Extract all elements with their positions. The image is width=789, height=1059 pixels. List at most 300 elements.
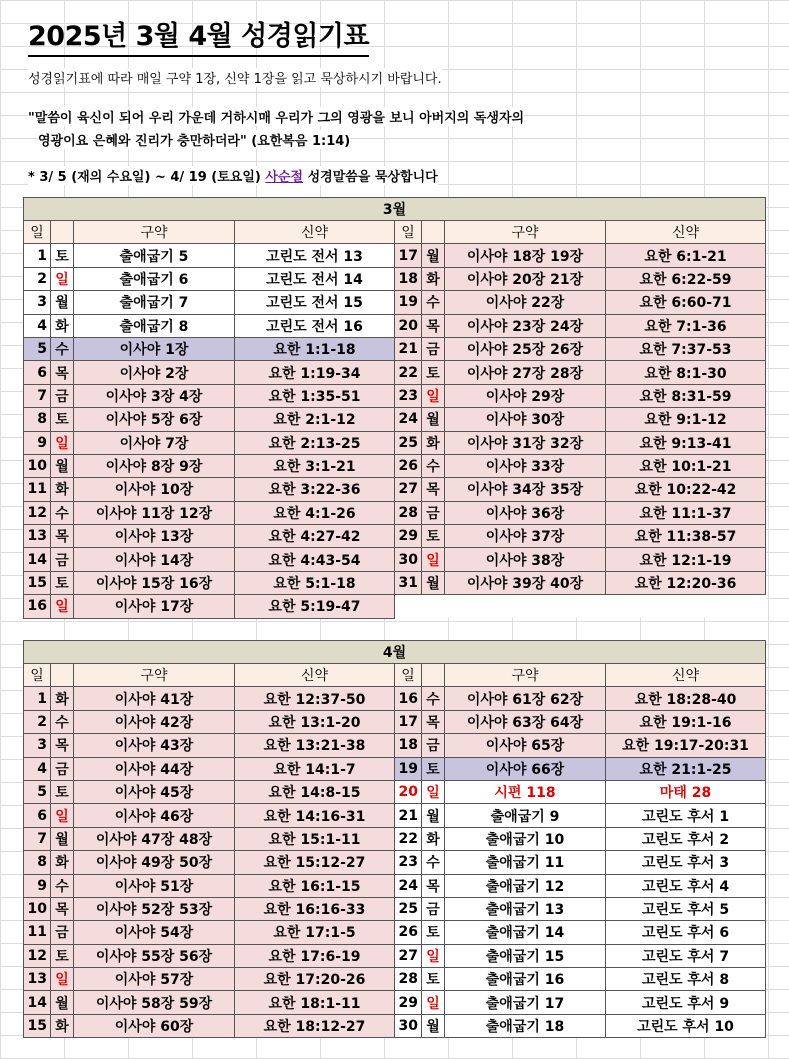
ot-reading: 이사야 51장 xyxy=(74,874,235,897)
weekday: 일 xyxy=(422,991,445,1014)
table-row xyxy=(24,408,766,431)
col-header-weekday xyxy=(422,221,445,244)
ot-reading: 이사야 29장 xyxy=(445,384,606,407)
weekday: 월 xyxy=(422,244,445,267)
table-row xyxy=(24,548,766,571)
ot-reading: 이사야 10장 xyxy=(74,478,235,501)
nt-reading: 요한 6:1-21 xyxy=(606,244,766,267)
ot-reading: 이사야 49장 50장 xyxy=(74,851,235,874)
nt-reading: 고린도 후서 2 xyxy=(606,827,766,850)
ot-reading: 이사야 52장 53장 xyxy=(74,897,235,920)
weekday: 목 xyxy=(422,314,445,337)
day-number: 21 xyxy=(395,804,422,827)
day-number: 25 xyxy=(395,431,422,454)
month-header: 3월 xyxy=(24,198,766,221)
day-number: 25 xyxy=(395,897,422,920)
nt-reading: 요한 3:22-36 xyxy=(235,478,395,501)
weekday: 수 xyxy=(422,454,445,477)
weekday: 토 xyxy=(51,244,74,267)
weekday: 화 xyxy=(422,431,445,454)
weekday: 금 xyxy=(51,384,74,407)
table-row xyxy=(24,361,766,384)
day-number: 28 xyxy=(395,968,422,991)
table-row xyxy=(24,267,766,290)
weekday: 금 xyxy=(422,501,445,524)
ot-reading: 출애굽기 15 xyxy=(445,944,606,967)
weekday: 일 xyxy=(51,804,74,827)
page-title: 2025년 3월 4월 성경읽기표 xyxy=(28,20,369,57)
day-number: 5 xyxy=(24,780,51,803)
nt-reading: 고린도 후서 1 xyxy=(606,804,766,827)
nt-reading: 고린도 후서 10 xyxy=(606,1014,766,1037)
table-row xyxy=(24,501,766,524)
table-row xyxy=(24,710,766,733)
ot-reading: 이사야 66장 xyxy=(445,757,606,780)
verse-line-1: "말씀이 육신이 되어 우리 가운데 거하시매 우리가 그의 영광을 보니 아버지의 독생자의 xyxy=(28,107,524,126)
weekday: 수 xyxy=(51,337,74,360)
day-number: 7 xyxy=(24,827,51,850)
weekday: 토 xyxy=(422,757,445,780)
ot-reading: 이사야 2장 xyxy=(74,361,235,384)
lent-prefix: * 3/ 5 (재의 수요일) ~ 4/ 19 (토요일) xyxy=(28,170,266,185)
nt-reading: 요한 4:43-54 xyxy=(235,548,395,571)
day-number: 22 xyxy=(395,827,422,850)
day-number: 30 xyxy=(395,548,422,571)
ot-reading: 출애굽기 17 xyxy=(445,991,606,1014)
day-number: 20 xyxy=(395,314,422,337)
col-header-weekday xyxy=(422,664,445,687)
weekday: 목 xyxy=(51,525,74,548)
weekday: 화 xyxy=(422,267,445,290)
weekday: 수 xyxy=(422,687,445,710)
ot-reading: 이사야 37장 xyxy=(445,525,606,548)
nt-reading: 요한 11:38-57 xyxy=(606,525,766,548)
nt-reading: 고린도 후서 3 xyxy=(606,851,766,874)
day-number: 15 xyxy=(24,571,51,594)
ot-reading: 이사야 31장 32장 xyxy=(445,431,606,454)
nt-reading: 고린도 후서 9 xyxy=(606,991,766,1014)
weekday: 수 xyxy=(51,501,74,524)
table-row xyxy=(24,734,766,757)
nt-reading: 요한 4:27-42 xyxy=(235,525,395,548)
table-row xyxy=(24,687,766,710)
weekday: 목 xyxy=(422,478,445,501)
weekday: 일 xyxy=(422,780,445,803)
nt-reading: 요한 14:1-7 xyxy=(235,757,395,780)
nt-reading: 고린도 후서 7 xyxy=(606,944,766,967)
table-row xyxy=(24,525,766,548)
table-row xyxy=(24,337,766,360)
weekday: 화 xyxy=(422,827,445,850)
lent-link[interactable]: 사순절 xyxy=(265,170,304,185)
weekday: 월 xyxy=(422,571,445,594)
nt-reading: 요한 18:12-27 xyxy=(235,1014,395,1037)
col-header-day: 일 xyxy=(395,221,422,244)
day-number: 7 xyxy=(24,384,51,407)
weekday: 토 xyxy=(422,525,445,548)
ot-reading: 이사야 3장 4장 xyxy=(74,384,235,407)
weekday: 일 xyxy=(51,267,74,290)
day-number: 10 xyxy=(24,897,51,920)
col-header-nt: 신약 xyxy=(606,221,766,244)
nt-reading: 요한 1:35-51 xyxy=(235,384,395,407)
ot-reading: 이사야 44장 xyxy=(74,757,235,780)
day-number: 17 xyxy=(395,710,422,733)
ot-reading: 이사야 42장 xyxy=(74,710,235,733)
ot-reading: 이사야 39장 40장 xyxy=(445,571,606,594)
ot-reading: 이사야 65장 xyxy=(445,734,606,757)
ot-reading: 이사야 55장 56장 xyxy=(74,944,235,967)
weekday: 일 xyxy=(422,548,445,571)
day-number: 14 xyxy=(24,548,51,571)
ot-reading: 이사야 1장 xyxy=(74,337,235,360)
table-row xyxy=(24,244,766,267)
day-number: 13 xyxy=(24,525,51,548)
ot-reading: 이사야 54장 xyxy=(74,921,235,944)
day-number: 31 xyxy=(395,571,422,594)
nt-reading: 요한 8:31-59 xyxy=(606,384,766,407)
nt-reading: 요한 17:1-5 xyxy=(235,921,395,944)
weekday: 일 xyxy=(51,968,74,991)
ot-reading: 출애굽기 11 xyxy=(445,851,606,874)
day-number: 27 xyxy=(395,478,422,501)
ot-reading: 출애굽기 18 xyxy=(445,1014,606,1037)
ot-reading: 출애굽기 16 xyxy=(445,968,606,991)
weekday: 금 xyxy=(422,734,445,757)
nt-reading: 요한 16:1-15 xyxy=(235,874,395,897)
weekday: 금 xyxy=(422,897,445,920)
ot-reading: 이사야 13장 xyxy=(74,525,235,548)
table-row xyxy=(24,478,766,501)
nt-reading: 요한 6:22-59 xyxy=(606,267,766,290)
weekday: 토 xyxy=(51,408,74,431)
day-number: 20 xyxy=(395,780,422,803)
weekday: 목 xyxy=(51,897,74,920)
day-number: 3 xyxy=(24,734,51,757)
ot-reading: 이사야 14장 xyxy=(74,548,235,571)
weekday: 목 xyxy=(51,361,74,384)
day-number: 8 xyxy=(24,408,51,431)
nt-reading: 요한 17:20-26 xyxy=(235,968,395,991)
nt-reading: 요한 19:17-20:31 xyxy=(606,734,766,757)
col-header-ot: 구약 xyxy=(74,221,235,244)
nt-reading: 요한 14:16-31 xyxy=(235,804,395,827)
nt-reading: 요한 17:6-19 xyxy=(235,944,395,967)
nt-reading: 요한 11:1-37 xyxy=(606,501,766,524)
ot-reading: 출애굽기 10 xyxy=(445,827,606,850)
table-row xyxy=(24,780,766,803)
nt-reading: 요한 18:1-11 xyxy=(235,991,395,1014)
nt-reading: 요한 7:37-53 xyxy=(606,337,766,360)
weekday: 금 xyxy=(51,757,74,780)
col-header-day: 일 xyxy=(395,664,422,687)
day-number: 13 xyxy=(24,968,51,991)
nt-reading: 요한 9:13-41 xyxy=(606,431,766,454)
weekday: 화 xyxy=(51,314,74,337)
nt-reading: 요한 16:16-33 xyxy=(235,897,395,920)
weekday: 일 xyxy=(422,944,445,967)
nt-reading: 요한 5:1-18 xyxy=(235,571,395,594)
day-number: 12 xyxy=(24,501,51,524)
day-number: 14 xyxy=(24,991,51,1014)
day-number: 28 xyxy=(395,501,422,524)
nt-reading: 요한 12:20-36 xyxy=(606,571,766,594)
ot-reading: 이사야 25장 26장 xyxy=(445,337,606,360)
nt-reading: 고린도 후서 5 xyxy=(606,897,766,920)
table-row xyxy=(24,1014,766,1037)
ot-reading: 이사야 47장 48장 xyxy=(74,827,235,850)
weekday: 화 xyxy=(51,687,74,710)
weekday: 화 xyxy=(51,478,74,501)
day-number: 4 xyxy=(24,314,51,337)
nt-reading: 요한 6:60-71 xyxy=(606,291,766,314)
ot-reading: 이사야 61장 62장 xyxy=(445,687,606,710)
table-row xyxy=(24,968,766,991)
day-number: 27 xyxy=(395,944,422,967)
day-number: 24 xyxy=(395,874,422,897)
weekday: 토 xyxy=(422,361,445,384)
nt-reading: 요한 13:21-38 xyxy=(235,734,395,757)
nt-reading: 요한 7:1-36 xyxy=(606,314,766,337)
ot-reading: 출애굽기 12 xyxy=(445,874,606,897)
ot-reading: 이사야 45장 xyxy=(74,780,235,803)
table-row xyxy=(24,454,766,477)
weekday: 월 xyxy=(422,408,445,431)
table-row xyxy=(24,757,766,780)
nt-reading: 고린도 후서 8 xyxy=(606,968,766,991)
table-row xyxy=(24,804,766,827)
table-row xyxy=(24,827,766,850)
weekday: 월 xyxy=(422,804,445,827)
table-row xyxy=(24,874,766,897)
day-number: 18 xyxy=(395,734,422,757)
table-row xyxy=(24,921,766,944)
ot-reading: 출애굽기 5 xyxy=(74,244,235,267)
lent-suffix: 성경말씀을 묵상합니다 xyxy=(303,170,438,185)
day-number: 9 xyxy=(24,874,51,897)
day-number: 2 xyxy=(24,267,51,290)
ot-reading: 이사야 18장 19장 xyxy=(445,244,606,267)
day-number: 21 xyxy=(395,337,422,360)
ot-reading: 출애굽기 14 xyxy=(445,921,606,944)
nt-reading: 요한 2:1-12 xyxy=(235,408,395,431)
weekday: 일 xyxy=(51,595,74,618)
nt-reading: 마태 28 xyxy=(606,780,766,803)
ot-reading: 출애굽기 6 xyxy=(74,267,235,290)
col-header-ot: 구약 xyxy=(445,664,606,687)
col-header-ot: 구약 xyxy=(445,221,606,244)
weekday: 화 xyxy=(51,851,74,874)
day-number: 4 xyxy=(24,757,51,780)
nt-reading: 요한 13:1-20 xyxy=(235,710,395,733)
day-number: 16 xyxy=(395,687,422,710)
day-number: 26 xyxy=(395,921,422,944)
verse-line-2: 영광이요 은혜와 진리가 충만하더라" (요한복음 1:14) xyxy=(38,130,350,149)
table-row xyxy=(24,571,766,594)
weekday: 목 xyxy=(422,710,445,733)
table-row xyxy=(24,851,766,874)
weekday: 수 xyxy=(51,710,74,733)
intro-text: 성경읽기표에 따라 매일 구약 1장, 신약 1장을 읽고 묵상하시기 바랍니다. xyxy=(28,68,442,87)
nt-reading: 요한 1:1-18 xyxy=(235,337,395,360)
ot-reading: 이사야 33장 xyxy=(445,454,606,477)
col-header-day: 일 xyxy=(24,664,51,687)
day-number: 23 xyxy=(395,384,422,407)
col-header-day: 일 xyxy=(24,221,51,244)
nt-reading: 요한 2:13-25 xyxy=(235,431,395,454)
day-number: 26 xyxy=(395,454,422,477)
ot-reading: 이사야 36장 xyxy=(445,501,606,524)
day-number: 24 xyxy=(395,408,422,431)
weekday: 수 xyxy=(51,874,74,897)
nt-reading: 요한 4:1-26 xyxy=(235,501,395,524)
ot-reading: 이사야 11장 12장 xyxy=(74,501,235,524)
day-number: 19 xyxy=(395,291,422,314)
nt-reading: 고린도 전서 13 xyxy=(235,244,395,267)
weekday: 금 xyxy=(51,548,74,571)
march-table xyxy=(23,197,766,619)
day-number: 18 xyxy=(395,267,422,290)
col-header-nt: 신약 xyxy=(235,664,395,687)
nt-reading: 요한 10:1-21 xyxy=(606,454,766,477)
nt-reading: 요한 5:19-47 xyxy=(235,595,395,618)
day-number: 29 xyxy=(395,991,422,1014)
nt-reading: 요한 3:1-21 xyxy=(235,454,395,477)
ot-reading: 이사야 43장 xyxy=(74,734,235,757)
day-number: 5 xyxy=(24,337,51,360)
nt-reading: 요한 1:19-34 xyxy=(235,361,395,384)
weekday: 토 xyxy=(422,921,445,944)
nt-reading: 요한 10:22-42 xyxy=(606,478,766,501)
day-number: 2 xyxy=(24,710,51,733)
nt-reading: 요한 12:37-50 xyxy=(235,687,395,710)
weekday: 화 xyxy=(51,1014,74,1037)
nt-reading: 고린도 후서 4 xyxy=(606,874,766,897)
table-row xyxy=(24,897,766,920)
col-header-ot: 구약 xyxy=(74,664,235,687)
ot-reading: 시편 118 xyxy=(445,780,606,803)
nt-reading: 요한 15:1-11 xyxy=(235,827,395,850)
ot-reading: 이사야 15장 16장 xyxy=(74,571,235,594)
day-number: 30 xyxy=(395,1014,422,1037)
weekday: 일 xyxy=(422,384,445,407)
table-row xyxy=(24,991,766,1014)
table-row xyxy=(24,595,766,618)
weekday: 수 xyxy=(422,291,445,314)
ot-reading: 이사야 58장 59장 xyxy=(74,991,235,1014)
col-header-weekday xyxy=(51,221,74,244)
nt-reading: 요한 14:8-15 xyxy=(235,780,395,803)
weekday: 월 xyxy=(51,827,74,850)
nt-reading: 요한 12:1-19 xyxy=(606,548,766,571)
empty-cell xyxy=(395,595,766,618)
weekday: 목 xyxy=(51,734,74,757)
weekday: 수 xyxy=(422,851,445,874)
day-number: 22 xyxy=(395,361,422,384)
ot-reading: 이사야 23장 24장 xyxy=(445,314,606,337)
ot-reading: 이사야 17장 xyxy=(74,595,235,618)
nt-reading: 요한 21:1-25 xyxy=(606,757,766,780)
nt-reading: 요한 9:1-12 xyxy=(606,408,766,431)
weekday: 월 xyxy=(51,454,74,477)
weekday: 토 xyxy=(51,944,74,967)
table-row xyxy=(24,384,766,407)
nt-reading: 요한 8:1-30 xyxy=(606,361,766,384)
table-row xyxy=(24,431,766,454)
april-table xyxy=(23,640,766,1038)
nt-reading: 고린도 전서 16 xyxy=(235,314,395,337)
ot-reading: 이사야 41장 xyxy=(74,687,235,710)
table-row xyxy=(24,314,766,337)
weekday: 월 xyxy=(422,1014,445,1037)
day-number: 8 xyxy=(24,851,51,874)
weekday: 토 xyxy=(422,968,445,991)
ot-reading: 이사야 7장 xyxy=(74,431,235,454)
table-row xyxy=(24,944,766,967)
ot-reading: 이사야 20장 21장 xyxy=(445,267,606,290)
ot-reading: 이사야 5장 6장 xyxy=(74,408,235,431)
day-number: 3 xyxy=(24,291,51,314)
lent-note xyxy=(28,166,438,185)
nt-reading: 요한 18:28-40 xyxy=(606,687,766,710)
day-number: 10 xyxy=(24,454,51,477)
day-number: 17 xyxy=(395,244,422,267)
day-number: 15 xyxy=(24,1014,51,1037)
nt-reading: 고린도 전서 15 xyxy=(235,291,395,314)
nt-reading: 요한 19:1-16 xyxy=(606,710,766,733)
day-number: 16 xyxy=(24,595,51,618)
ot-reading: 이사야 60장 xyxy=(74,1014,235,1037)
day-number: 23 xyxy=(395,851,422,874)
day-number: 11 xyxy=(24,921,51,944)
day-number: 9 xyxy=(24,431,51,454)
ot-reading: 이사야 63장 64장 xyxy=(445,710,606,733)
ot-reading: 이사야 38장 xyxy=(445,548,606,571)
ot-reading: 이사야 22장 xyxy=(445,291,606,314)
ot-reading: 이사야 27장 28장 xyxy=(445,361,606,384)
day-number: 1 xyxy=(24,244,51,267)
nt-reading: 요한 15:12-27 xyxy=(235,851,395,874)
month-header: 4월 xyxy=(24,641,766,664)
ot-reading: 이사야 8장 9장 xyxy=(74,454,235,477)
ot-reading: 출애굽기 13 xyxy=(445,897,606,920)
day-number: 19 xyxy=(395,757,422,780)
ot-reading: 이사야 46장 xyxy=(74,804,235,827)
ot-reading: 이사야 34장 35장 xyxy=(445,478,606,501)
ot-reading: 출애굽기 7 xyxy=(74,291,235,314)
table-row xyxy=(24,291,766,314)
weekday: 월 xyxy=(51,991,74,1014)
col-header-nt: 신약 xyxy=(235,221,395,244)
weekday: 토 xyxy=(51,780,74,803)
day-number: 1 xyxy=(24,687,51,710)
ot-reading: 이사야 57장 xyxy=(74,968,235,991)
weekday: 금 xyxy=(422,337,445,360)
day-number: 6 xyxy=(24,361,51,384)
col-header-nt: 신약 xyxy=(606,664,766,687)
day-number: 6 xyxy=(24,804,51,827)
weekday: 토 xyxy=(51,571,74,594)
weekday: 일 xyxy=(51,431,74,454)
day-number: 12 xyxy=(24,944,51,967)
weekday: 금 xyxy=(51,921,74,944)
weekday: 목 xyxy=(422,874,445,897)
ot-reading: 출애굽기 9 xyxy=(445,804,606,827)
ot-reading: 이사야 30장 xyxy=(445,408,606,431)
col-header-weekday xyxy=(51,664,74,687)
day-number: 11 xyxy=(24,478,51,501)
day-number: 29 xyxy=(395,525,422,548)
